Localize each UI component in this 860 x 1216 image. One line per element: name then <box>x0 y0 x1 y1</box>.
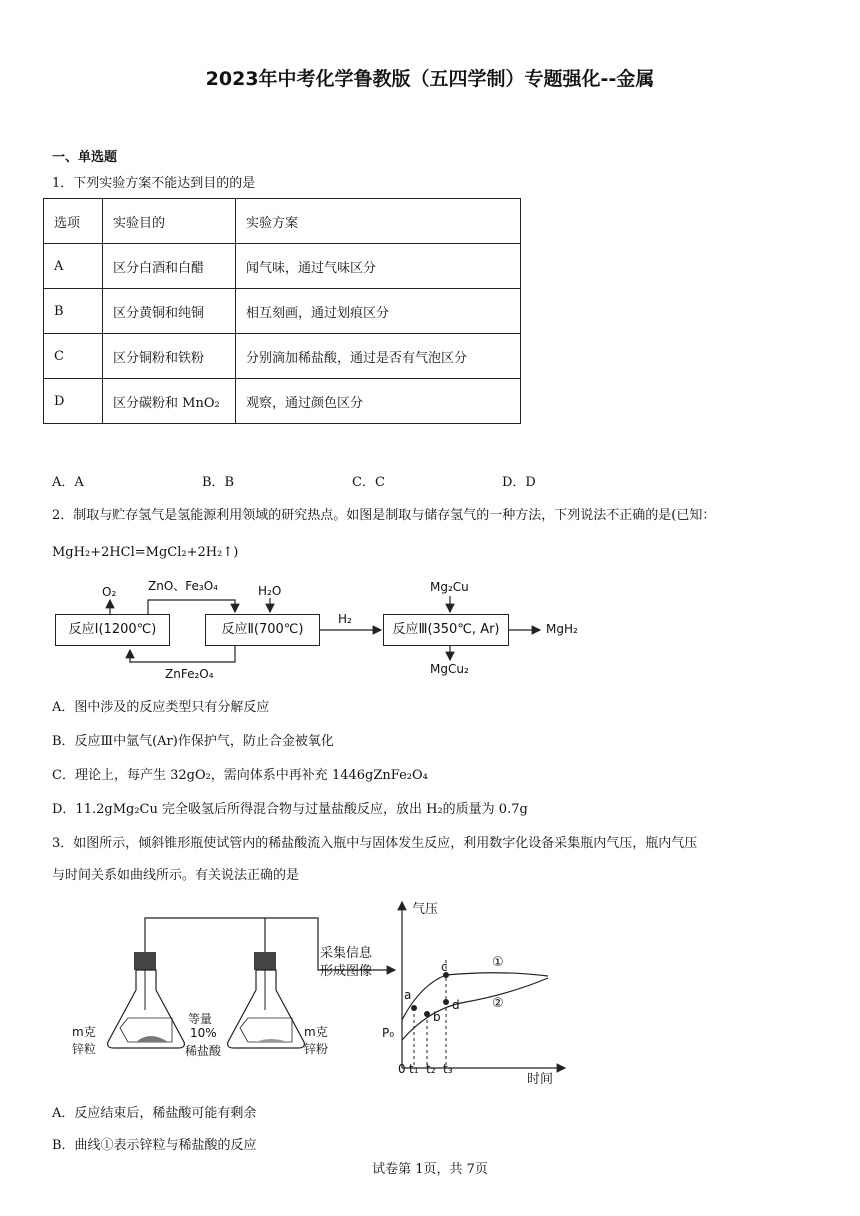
mid-label-3: 稀盐酸 <box>185 1044 222 1058</box>
point-b <box>424 1011 430 1017</box>
table-cell: 闻气味，通过气味区分 <box>236 244 521 289</box>
curve-1 <box>402 973 548 1020</box>
point-d <box>443 999 449 1005</box>
table-row <box>44 334 521 379</box>
question-3-stem-line-1: 3．如图所示，倾斜锥形瓶使试管内的稀盐酸流入瓶中与固体发生反应，利用数字化设备采集瓶内气压，瓶内气压 <box>52 836 698 851</box>
choice-d[interactable]: D．D <box>502 475 536 490</box>
mid-label-2: 10% <box>190 1026 217 1040</box>
table-cell: C <box>44 334 103 379</box>
table-header-cell: 实验目的 <box>103 199 236 244</box>
question-3-option-a[interactable]: A．反应结束后，稀盐酸可能有剩余 <box>52 1106 257 1121</box>
mg2cu-label: Mg₂Cu <box>430 580 469 594</box>
left-label-2: 锌粒 <box>72 1042 97 1056</box>
table-cell: B <box>44 289 103 334</box>
table-row <box>44 289 521 334</box>
top-arrow-label: ZnO、Fe₃O₄ <box>148 579 218 593</box>
reaction-3-box: 反应Ⅲ(350℃, Ar) <box>383 614 509 646</box>
t1-label: t₁ <box>409 1062 419 1076</box>
mgcu2-label: MgCu₂ <box>430 662 469 676</box>
flask-zinc-granules <box>108 952 185 1048</box>
flask-zinc-powder <box>228 952 305 1048</box>
question-2-stem: 2．制取与贮存氢气是氢能源利用领域的研究热点。如图是制取与储存氢气的一种方法，下列说法不正确的是(已知： <box>52 508 716 523</box>
question-2-equation: MgH₂+2HCl=MgCl₂+2H₂↑) <box>52 545 239 560</box>
t2-label: t₂ <box>426 1062 436 1076</box>
page-title: 2023年中考化学鲁教版（五四学制）专题强化--金属 <box>205 68 655 90</box>
table-cell: 分别滴加稀盐酸，通过是否有气泡区分 <box>236 334 521 379</box>
table-cell: 观察，通过颜色区分 <box>236 379 521 424</box>
reaction-2-box: 反应Ⅱ(700℃) <box>205 614 320 646</box>
choice-c[interactable]: C．C <box>352 475 385 490</box>
collect-label-2: 形成图像 <box>320 964 373 979</box>
table-header-row <box>44 199 521 244</box>
table-header-cell: 选项 <box>44 199 103 244</box>
t3-label: t₃ <box>443 1062 453 1076</box>
mid-label-1: 等量 <box>188 1012 213 1026</box>
choice-b[interactable]: B．B <box>202 475 235 490</box>
right-label-1: m克 <box>304 1025 328 1039</box>
question-2-option-d[interactable]: D．11.2gMg₂Cu 完全吸氢后所得混合物与过量盐酸反应，放出 H₂的质量为 0.7g <box>52 802 528 817</box>
mgh2-label: MgH₂ <box>546 622 578 636</box>
curve-2-label: ② <box>492 996 504 1011</box>
p0-label: P₀ <box>382 1026 395 1040</box>
point-a-label: a <box>404 988 412 1002</box>
question-1-stem: 1．下列实验方案不能达到目的的是 <box>52 176 256 191</box>
bottom-arrow-label: ZnFe₂O₄ <box>165 667 214 681</box>
x-axis-label: 时间 <box>527 1072 554 1087</box>
section-heading: 一、单选题 <box>52 150 118 165</box>
right-label-2: 锌粉 <box>304 1042 329 1056</box>
curve-2 <box>402 978 548 1040</box>
curve-1-label: ① <box>492 955 504 970</box>
o2-label: O₂ <box>102 585 117 599</box>
collect-label-1: 采集信息 <box>320 946 373 961</box>
question-3-figure <box>0 890 860 1090</box>
question-2-option-c[interactable]: C．理论上，每产生 32gO₂，需向体系中再补充 1446gZnFe₂O₄ <box>52 768 428 783</box>
table-row <box>44 244 521 289</box>
question-3-stem-line-2: 与时间关系如曲线所示。有关说法正确的是 <box>52 868 300 883</box>
table-cell: 相互刻画，通过划痕区分 <box>236 289 521 334</box>
y-axis-label: 气压 <box>412 902 439 917</box>
choice-a[interactable]: A．A <box>52 475 84 490</box>
table-cell: 区分白酒和白醋 <box>103 244 236 289</box>
question-2-option-b[interactable]: B．反应Ⅲ中氩气(Ar)作保护气，防止合金被氧化 <box>52 734 334 749</box>
table-cell: 区分黄铜和纯铜 <box>103 289 236 334</box>
question-1-table <box>43 198 521 424</box>
h2-label: H₂ <box>338 612 352 626</box>
point-b-label: b <box>433 1010 441 1024</box>
table-row <box>44 379 521 424</box>
table-cell: 区分铜粉和铁粉 <box>103 334 236 379</box>
reaction-1-box: 反应Ⅰ(1200℃) <box>55 614 170 646</box>
h2o-label: H₂O <box>258 584 282 598</box>
page-footer: 试卷第 1页，共 7页 <box>372 1162 488 1177</box>
point-d-label: d <box>452 998 460 1012</box>
origin-label: 0 <box>398 1062 406 1076</box>
table-cell: 区分碳粉和 MnO₂ <box>103 379 236 424</box>
table-cell: D <box>44 379 103 424</box>
point-c-label: c <box>441 960 448 974</box>
question-2-option-a[interactable]: A．图中涉及的反应类型只有分解反应 <box>52 700 270 715</box>
left-label-1: m克 <box>72 1025 96 1039</box>
question-3-option-b[interactable]: B．曲线①表示锌粒与稀盐酸的反应 <box>52 1138 257 1153</box>
point-a <box>411 1005 417 1011</box>
table-cell: A <box>44 244 103 289</box>
table-header-cell: 实验方案 <box>236 199 521 244</box>
